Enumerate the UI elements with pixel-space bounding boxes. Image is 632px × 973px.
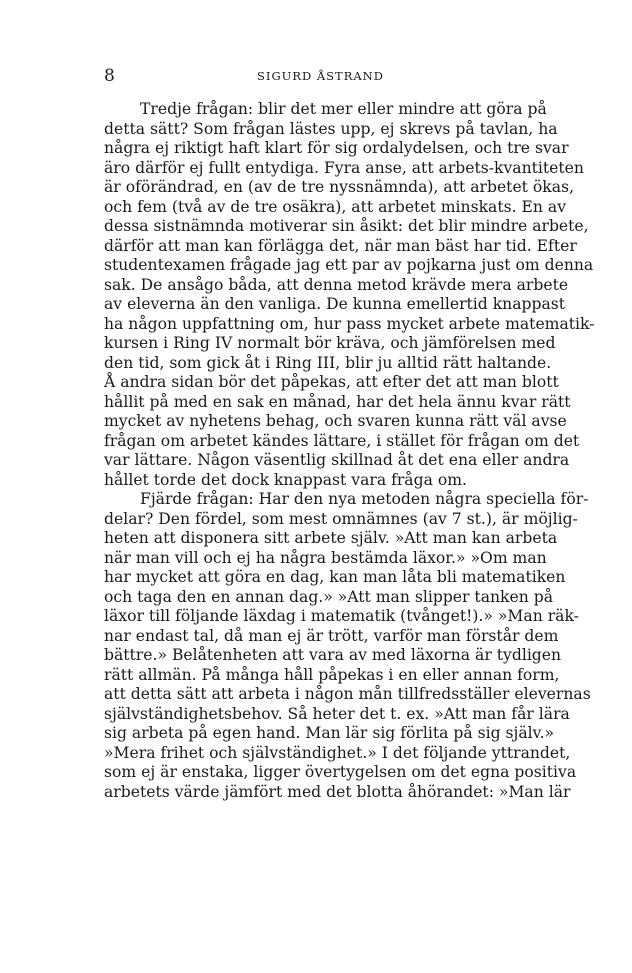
text-line: rätt allmän. På många håll påpekas i en eller annan form, — [104, 665, 560, 684]
text-line: och taga den en annan dag.» »Att man slipper tanken på — [104, 587, 553, 606]
text-line: därför att man kan förlägga det, när man bäst har tid. Efter — [104, 236, 577, 255]
text-line: äro därför ej fullt entydiga. Fyra anse, att arbets-kvantiteten — [104, 158, 584, 177]
text-line: den tid, som gick åt i Ring III, blir ju alltid rätt haltande. — [104, 353, 552, 372]
text-line: bättre.» Belåtenheten att vara av med läxorna är tydligen — [104, 646, 562, 664]
text-line: nar endast tal, då man ej är trött, varför man förstår dem — [104, 626, 559, 645]
page-number: 8 — [104, 66, 115, 86]
text-line: av eleverna än den vanliga. De kunna emellertid knappast — [104, 295, 566, 313]
text-line: och fem (två av de tre osäkra), att arbetet minskats. En av — [104, 197, 567, 216]
text-line: självständighetsbehov. Så heter det t. ex. »Att man får lära — [104, 704, 570, 723]
text-line: har mycket att göra en dag, kan man låta bli matematiken — [104, 568, 566, 586]
text-line: när man vill och ej ha några bestämda läxor.» »Om man — [104, 548, 547, 567]
text-line: frågan om arbetet kändes lättare, i stället för frågan om det — [104, 431, 580, 450]
text-line: studentexamen frågade jag ett par av pojkarna just om denna — [104, 256, 594, 274]
text-line: som ej är enstaka, ligger övertygelsen om det egna positiva — [104, 763, 577, 781]
text-line: läxor till följande läxdag i matematik (tvånget!).» »Man räk- — [104, 607, 579, 625]
text-line: att detta sätt att arbeta i någon mån tillfredsställer elevernas — [104, 685, 591, 703]
text-line: kursen i Ring IV normalt bör kräva, och jämförelsen med — [104, 334, 556, 352]
text-line: hållit på med en sak en månad, har det hela ännu kvar rätt — [104, 392, 571, 411]
running-head: SIGURD ÅSTRAND — [257, 69, 384, 83]
text-line: sak. De ansågo båda, att denna metod krävde mera arbete — [104, 275, 569, 294]
text-line: var lättare. Någon väsentlig skillnad åt det ena eller andra — [104, 451, 570, 469]
text-line: delar? Den fördel, som mest omnämnes (av 7 st.), är möjlig- — [104, 509, 578, 528]
text-line: Å andra sidan bör det påpekas, att efter det att man blott — [104, 373, 559, 391]
page-header — [104, 66, 537, 88]
text-line: »Mera frihet och självständighet.» I det följande yttrandet, — [104, 743, 571, 762]
text-line: några ej riktigt haft klart för sig ordalydelsen, och tre svar — [104, 139, 569, 157]
body-text — [104, 100, 595, 802]
text-line: ha någon uppfattning om, hur pass mycket arbete matematik- — [104, 314, 595, 333]
text-line: mycket av nyhetens behag, och svaren kunna rätt väl avse — [104, 412, 567, 430]
text-line: är oförändrad, en (av de tre nyssnämnda), att arbetet ökas, — [104, 178, 574, 196]
text-line: sig arbeta på egen hand. Man lär sig förlita på sig själv.» — [104, 724, 555, 742]
text-line: heten att disponera sitt arbete själv. »Att man kan arbeta — [104, 529, 558, 547]
text-line: dessa sistnämnda motiverar sin åsikt: det blir mindre arbete, — [104, 217, 589, 235]
text-line: arbetets värde jämfört med det blotta åhörandet: »Man lär — [104, 782, 571, 801]
text-line: hållet torde det dock knappast vara fråga om. — [104, 470, 467, 489]
text-line: Tredje frågan: blir det mer eller mindre att göra på — [140, 100, 547, 118]
text-line: detta sätt? Som frågan lästes upp, ej skrevs på tavlan, ha — [104, 119, 558, 138]
text-line: Fjärde frågan: Har den nya metoden några speciella för- — [140, 490, 589, 508]
